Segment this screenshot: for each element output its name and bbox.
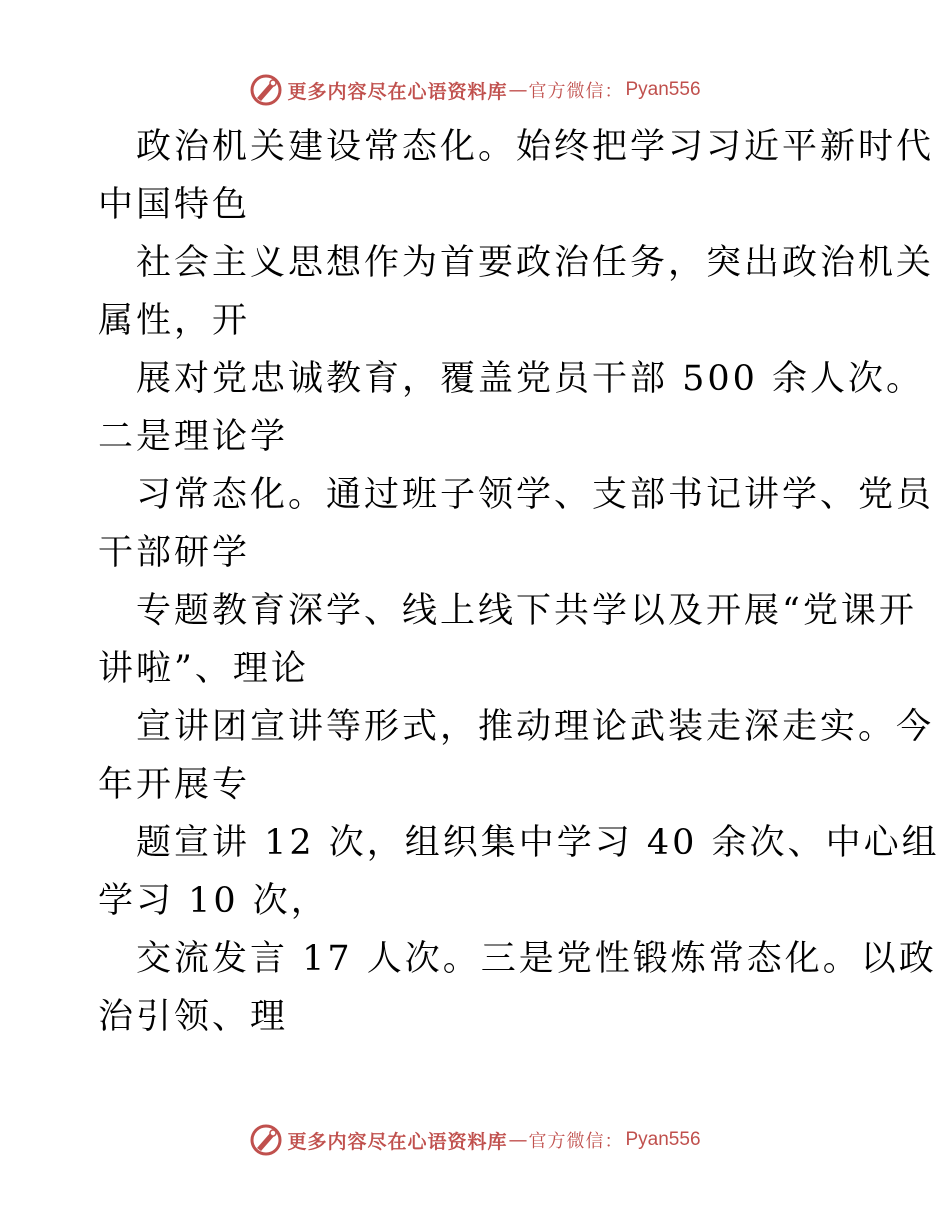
text-line: 习常态化。通过班子领学、支部书记讲学、党员 — [136, 475, 935, 515]
banner-handle: Pyan556 — [625, 1129, 701, 1150]
paragraph — [98, 118, 940, 1046]
banner-label: 官方微信： — [528, 1131, 624, 1152]
header-banner — [0, 70, 950, 110]
text-line: 展对党忠诚教育，覆盖党员干部 500 余人次。 — [136, 359, 925, 399]
text-line: 专题教育深学、线上线下共学以及开展“党课开 — [136, 591, 917, 631]
text-line: 宣讲团宣讲等形式，推动理论武装走深走实。今 — [136, 707, 935, 747]
text-line: 治引领、理 — [98, 997, 289, 1037]
text-line: 中国特色 — [98, 185, 251, 225]
text-line: 干部研学 — [98, 533, 251, 573]
text-line: 属性，开 — [98, 301, 251, 341]
text-line: 题宣讲 12 次，组织集中学习 40 余次、中心组 — [136, 823, 940, 863]
banner-brand: 更多内容尽在心语资料库 — [287, 1130, 508, 1153]
banner-dash: — — [508, 1129, 528, 1151]
text-line: 社会主义思想作为首要政治任务，突出政治机关 — [136, 243, 935, 283]
banner-brand: 更多内容尽在心语资料库 — [287, 80, 508, 103]
text-line: 年开展专 — [98, 765, 251, 805]
banner-handle: Pyan556 — [625, 79, 701, 100]
text-line: 二是理论学 — [98, 417, 289, 457]
pen-logo-icon — [249, 1123, 283, 1157]
banner-label: 官方微信： — [528, 81, 624, 102]
text-line: 学习 10 次， — [98, 881, 329, 921]
text-line: 交流发言 17 人次。三是党性锻炼常态化。以政 — [136, 939, 937, 979]
banner-dash: — — [508, 79, 528, 101]
pen-logo-icon — [249, 73, 283, 107]
document-body — [98, 118, 940, 1046]
text-line: 讲啦”、理论 — [98, 649, 309, 689]
footer-banner — [0, 1120, 950, 1160]
text-line: 政治机关建设常态化。始终把学习习近平新时代 — [136, 127, 935, 167]
